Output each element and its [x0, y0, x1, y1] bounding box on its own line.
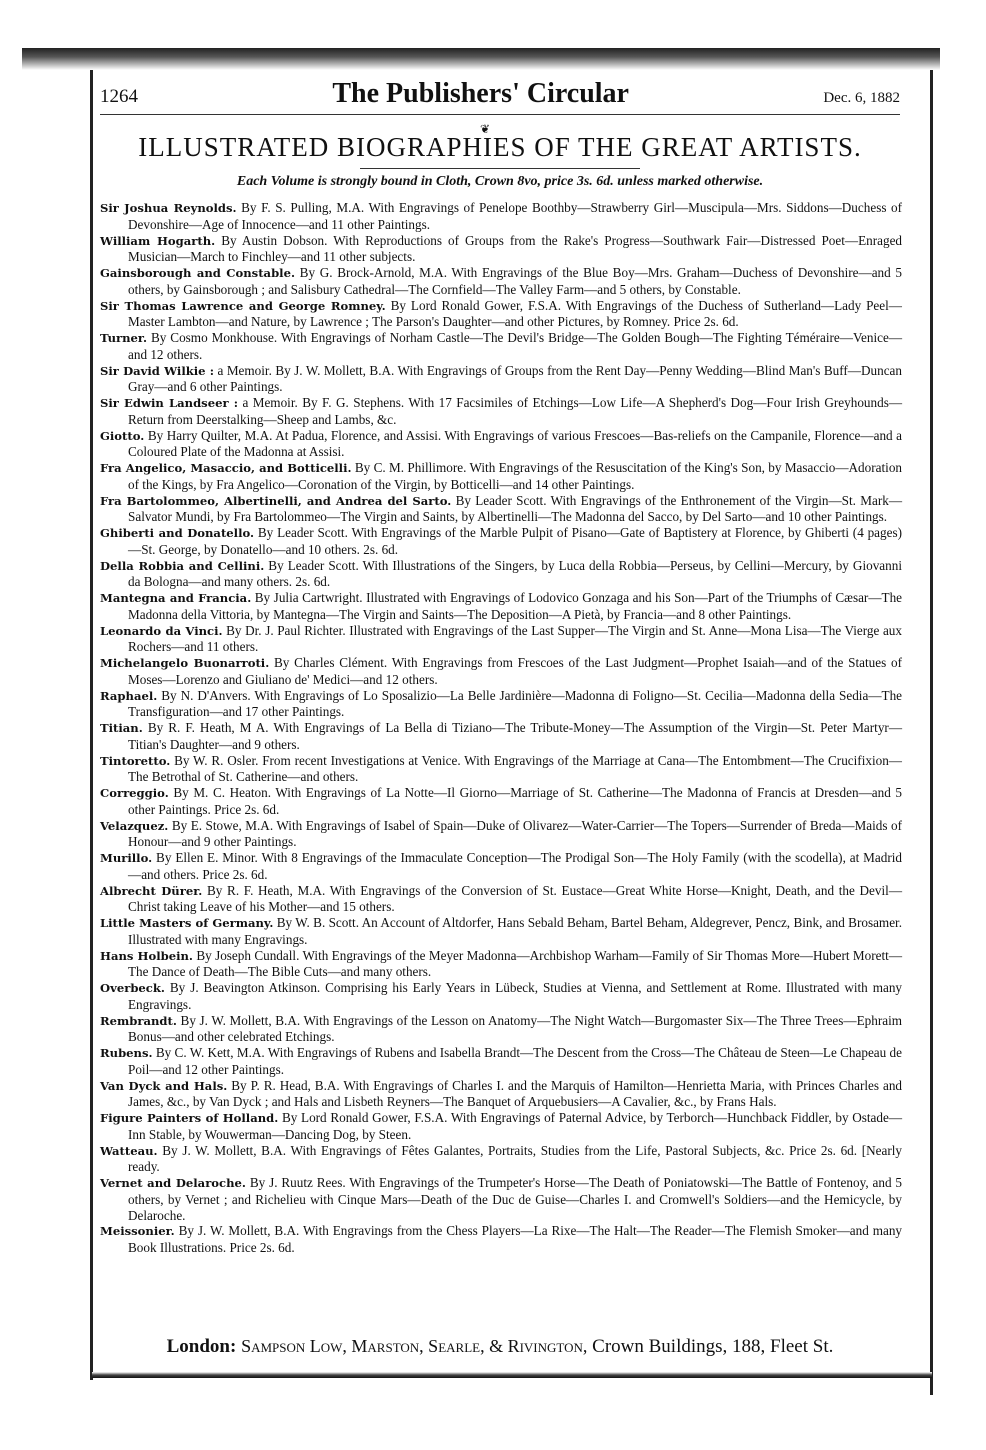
- artist-name: Little Masters of Germany.: [100, 916, 274, 930]
- book-entry: [100, 265, 902, 298]
- artist-name: Turner.: [100, 331, 147, 345]
- entry-description: By Ellen E. Minor. With 8 Engravings of the Immaculate Conception—The Prodigal Son—The Holy Family (with the scodella), at Madrid—and others. Price 2s. 6d.: [128, 850, 902, 882]
- book-entry: [100, 233, 902, 266]
- imprint-city: London:: [166, 1336, 237, 1357]
- book-entry: [100, 1175, 902, 1223]
- book-entry: [100, 460, 902, 493]
- entry-description: By W. R. Osler. From recent Investigations at Venice. With Engravings of the Marriage at Cana—The Entombment—The Crucifixion—The Betrothal of St. Catherine—and others.: [128, 752, 902, 785]
- entry-description: By R. F. Heath, M.A. With Engravings of the Conversion of St. Eustace—Great White Horse—Knight, Death, and the Devil—Christ taking Leave of his Mother—and 15 others.: [128, 882, 903, 915]
- entry-description: By W. B. Scott. An Account of Altdorfer, Hans Sebald Beham, Bartel Beham, Aldegrever, Pencz, Bink, and Brosamer. Illustrated with many Engravings.: [128, 915, 903, 947]
- entry-description: By C. W. Kett, M.A. With Engravings of Rubens and Isabella Brandt—The Descent from the Cross—The Château de Steen—Le Chapeau de Poil—and 12 other Paintings.: [128, 1045, 902, 1077]
- book-entry: [100, 1143, 902, 1176]
- entry-description: By J. W. Mollett, B.A. With Engravings of the Lesson on Anatomy—The Night Watch—Burgomaster Six—The Three Trees—Ephraim Bonus—and other celebrated Etchings.: [128, 1012, 902, 1045]
- book-entry: [100, 428, 902, 461]
- book-entry: [100, 720, 902, 753]
- book-entry: [100, 493, 902, 526]
- entry-description: By J. Ruutz Rees. With Engravings of the Trumpeter's Horse—The Death of Poniatowski—The Battle of Fontenoy, and 5 others, by Vernet ; and Richelieu with Cinque Mars—Death of the Duc de Guise—Charles I. and Cromwell's Soldiers—and the Hemicycle, by Delaroche.: [128, 1175, 902, 1223]
- entry-description: By C. M. Phillimore. With Engravings of the Resuscitation of the King's Son, by Masaccio—Adoration of the Kings, by Fra Angelico—Coronation of the Virgin, by Botticelli—and 14 other Paintings.: [128, 460, 903, 492]
- entry-description: By P. R. Head, B.A. With Engravings of Charles I. and the Marquis of Hamilton—Henrietta Maria, with Princes Charles and James, &c., by Van Dyck ; and Hals and Lisbeth Reyners—The Banquet of Arquebusiers—A Cavalier, &c., by Frans Hals.: [128, 1077, 903, 1110]
- book-entry: [100, 915, 902, 948]
- journal-title: The Publishers' Circular: [332, 78, 629, 109]
- artist-name: Sir Joshua Reynolds.: [100, 201, 237, 215]
- entry-description: By Julia Cartwright. Illustrated with Engravings of Lodovico Gonzaga and his Son—Part of the Triumphs of Cæsar—The Madonna della Vittoria, by Mantegna—The Virgin and Saints—The Deposition—A Pietà, by Francia—and 8 other Paintings.: [128, 590, 903, 622]
- left-frame-rule: [90, 70, 93, 1380]
- book-entry: [100, 688, 902, 721]
- entry-description: By J. Beavington Atkinson. Comprising his Early Years in Lübeck, Studies at Vienna, and Settlement at Rome. Illustrated with many Engravings.: [128, 980, 903, 1012]
- entry-description: By E. Stowe, M.A. With Engravings of Isabel of Spain—Duke of Olivarez—Water-Carrier—The Topers—Surrender of Breda—Maids of Honour—and 9 other Paintings.: [128, 817, 902, 850]
- issue-date: Dec. 6, 1882: [823, 90, 900, 106]
- artist-name: Sir Edwin Landseer :: [100, 396, 239, 410]
- artist-name: Watteau.: [100, 1143, 158, 1158]
- artist-name: Gainsborough and Constable.: [100, 266, 295, 280]
- book-entry: [100, 883, 902, 916]
- artist-name: Ghiberti and Donatello.: [100, 526, 255, 540]
- artist-name: Sir Thomas Lawrence and George Romney.: [100, 298, 386, 313]
- book-entry: [100, 948, 902, 981]
- entry-description: By Joseph Cundall. With Engravings of the Meyer Madonna—Archbishop Warham—Family of Sir Thomas More—Hubert Morett—The Dance of Death—The Bible Cuts—and many others.: [128, 947, 903, 980]
- header-rule: [100, 114, 900, 115]
- imprint-address: Crown Buildings, 188, Fleet St.: [592, 1336, 834, 1357]
- artist-name: Van Dyck and Hals.: [100, 1078, 228, 1093]
- book-entry: [100, 655, 902, 688]
- page-number: 1264: [100, 86, 138, 107]
- artist-name: Michelangelo Buonarroti.: [100, 656, 270, 670]
- scanned-top-border: [22, 48, 940, 70]
- book-entry: [100, 525, 902, 558]
- right-frame-rule: [930, 70, 933, 1395]
- page-header: [100, 78, 900, 112]
- artist-name: Giotto.: [100, 428, 145, 443]
- book-entry: [100, 1013, 902, 1046]
- entry-description: By Harry Quilter, M.A. At Padua, Florence, and Assisi. With Engravings of various Frescoes—Bas-reliefs on the Campanile, Florence—and a Coloured Plate of the Madonna at Assisi.: [128, 427, 902, 460]
- entry-description: By R. F. Heath, M A. With Engravings of La Bella di Tiziano—The Tribute-Money—The Assumption of the Virgin—St. Peter Martyr—Titian's Daughter—and 9 others.: [128, 720, 903, 752]
- book-entry: [100, 558, 902, 591]
- book-entry: [100, 1045, 902, 1078]
- entry-description: By G. Brock-Arnold, M.A. With Engravings of the Blue Boy—Mrs. Graham—Duchess of Devonshire—and 5 others, by Gainsborough ; and Salisbury Cathedral—The Cornfield—The Valley Farm—and 5 others, by Constable.: [128, 265, 903, 297]
- book-entry: [100, 1110, 902, 1143]
- book-entry: [100, 818, 902, 851]
- entry-description: By N. D'Anvers. With Engravings of Lo Sposalizio—La Belle Jardinière—Madonna di Foligno—St. Cecilia—Madonna della Sedia—The Transfiguration—and 17 other Paintings.: [128, 687, 903, 720]
- publisher-imprint: [100, 1336, 900, 1358]
- entry-description: By Dr. J. Paul Richter. Illustrated with Engravings of the Last Supper—The Virgin and St. Anne—Mona Lisa—The Vierge aux Rochers—and 11 others.: [128, 622, 902, 655]
- book-entry: [100, 980, 902, 1013]
- book-entry: [100, 785, 902, 818]
- artist-name: Raphael.: [100, 688, 158, 703]
- artist-name: Della Robbia and Cellini.: [100, 558, 265, 573]
- artist-name: Rembrandt.: [100, 1013, 177, 1028]
- book-list: [100, 200, 902, 1256]
- artist-name: Titian.: [100, 721, 143, 735]
- entry-description: By J. W. Mollett, B.A. With Engravings of Fêtes Galantes, Portraits, Studies from the Life, Pastoral Subjects, &c. Price 2s. 6d. [Nearly ready.: [128, 1142, 902, 1175]
- book-entry: [100, 1078, 902, 1111]
- book-entry: [100, 753, 902, 786]
- artist-name: Tintoretto.: [100, 753, 171, 768]
- entry-description: By M. C. Heaton. With Engravings of La Notte—Il Giorno—Marriage of St. Catherine—The Madonna of Francis at Dresden—and 5 other Paintings. Price 2s. 6d.: [128, 785, 902, 817]
- artist-name: Hans Holbein.: [100, 948, 193, 963]
- artist-name: Meissonier.: [100, 1224, 175, 1239]
- book-entry: [100, 1223, 902, 1256]
- artist-name: Sir David Wilkie :: [100, 363, 215, 378]
- imprint-publisher: Sampson Low, Marston, Searle, & Rivington,: [241, 1336, 588, 1356]
- artist-name: Albrecht Dürer.: [100, 883, 203, 898]
- entry-description: By Leader Scott. With Illustrations of the Singers, by Luca della Robbia—Perseus, by Cellini—Mercury, by Giovanni da Bologna—and many others. 2s. 6d.: [128, 557, 902, 590]
- book-entry: [100, 623, 902, 656]
- section-title: ILLUSTRATED BIOGRAPHIES OF THE GREAT ARTISTS.: [138, 132, 862, 162]
- artist-name: Correggio.: [100, 786, 169, 800]
- entry-description: By Lord Ronald Gower, F.S.A. With Engravings of the Duchess of Sutherland—Lady Peel—Master Lambton—and Nature, by Lawrence ; The Parson's Daughter—and other Pictures, by Romney. Price 2s. 6d.: [128, 297, 902, 330]
- artist-name: Overbeck.: [100, 981, 165, 995]
- book-entry: [100, 330, 902, 363]
- ornament-icon: ❦: [480, 122, 491, 136]
- entry-description: By F. S. Pulling, M.A. With Engravings of Penelope Boothby—Strawberry Girl—Muscipula—Mrs. Siddons—Duchess of Devonshire—Age of Innocence—and 11 other Paintings.: [128, 200, 903, 232]
- artist-name: Rubens.: [100, 1046, 153, 1060]
- artist-name: William Hogarth.: [100, 233, 216, 248]
- artist-name: Mantegna and Francia.: [100, 591, 252, 605]
- book-entry: [100, 200, 902, 233]
- book-entry: [100, 850, 902, 883]
- book-entry: [100, 298, 902, 331]
- artist-name: Leonardo da Vinci.: [100, 623, 223, 638]
- entry-description: By Leader Scott. With Engravings of the Marble Pulpit of Pisano—Gate of Baptistery at Florence, by Ghiberti (4 pages)—St. George, by Donatello—and 10 others. 2s. 6d.: [128, 525, 903, 557]
- entry-description: a Memoir. By J. W. Mollett, B.A. With Engravings of Groups from the Rent Day—Penny Wedding—Blind Man's Buff—Duncan Gray—and 6 other Paintings.: [128, 362, 903, 395]
- artist-name: Fra Angelico, Masaccio, and Botticelli.: [100, 461, 352, 475]
- book-entry: [100, 395, 902, 428]
- entry-description: By Lord Ronald Gower, F.S.A. With Engravings of Paternal Advice, by Terborch—Hunchback Fiddler, by Ostade—Inn Stable, by Wouwerman—Dancing Dog, by Steen.: [128, 1110, 903, 1142]
- artist-name: Fra Bartolommeo, Albertinelli, and Andrea del Sarto.: [100, 493, 452, 508]
- entry-description: By Cosmo Monkhouse. With Engravings of Norham Castle—The Devil's Bridge—The Golden Bough—The Fighting Téméraire—Venice—and 12 others.: [128, 330, 903, 362]
- entry-description: By J. W. Mollett, B.A. With Engravings from the Chess Players—La Rixe—The Halt—The Reader—The Flemish Smoker—and many Book Illustrations. Price 2s. 6d.: [128, 1223, 903, 1255]
- section-subtitle: Each Volume is strongly bound in Cloth, Crown 8vo, price 3s. 6d. unless marked otherwise.: [236, 174, 764, 189]
- title-underline: [360, 168, 640, 169]
- artist-name: Velazquez.: [100, 818, 169, 833]
- artist-name: Vernet and Delaroche.: [100, 1176, 246, 1190]
- entry-description: By Leader Scott. With Engravings of the Enthronement of the Virgin—St. Mark—Salvator Mundi, by Fra Bartolommeo—The Virgin and Saints, by Albertinelli—The Madonna del Sacco, by Del Sarto—and 10 other Paintings.: [128, 492, 903, 525]
- artist-name: Figure Painters of Holland.: [100, 1111, 279, 1125]
- book-entry: [100, 363, 902, 396]
- scanned-bottom-border: [92, 1372, 932, 1378]
- entry-description: a Memoir. By F. G. Stephens. With 17 Facsimiles of Etchings—Low Life—A Shepherd's Dog—Four Irish Greyhounds—Return from Deerstalking—Sheep and Lambs, &c.: [128, 395, 903, 427]
- artist-name: Murillo.: [100, 851, 153, 865]
- entry-description: By Austin Dobson. With Reproductions of Groups from the Rake's Progress—Southwark Fair—Distressed Poet—Enraged Musician—March to Finchley—and 11 other subjects.: [128, 232, 903, 265]
- entry-description: By Charles Clément. With Engravings from Frescoes of the Last Judgment—Prophet Isaiah—and of the Statues of Moses—Lorenzo and Giuliano de' Medici—and 12 others.: [128, 655, 902, 687]
- book-entry: [100, 590, 902, 623]
